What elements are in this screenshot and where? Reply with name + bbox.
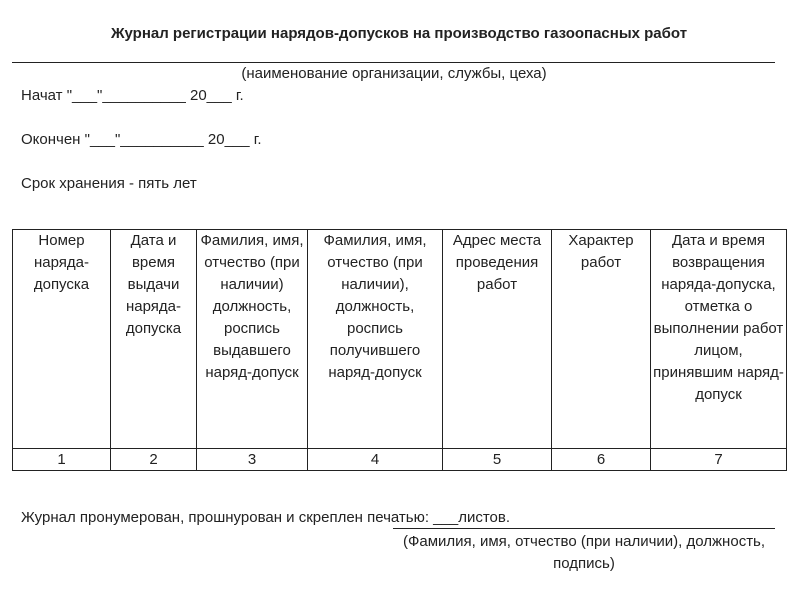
footer-sealed-statement: Журнал пронумерован, прошнурован и скреплен печатью: ___листов.: [21, 509, 511, 526]
header-cell-return-date: Дата и время возвращения наряда-допуска, отметка о выполнении работ лицом, принявшим наряд-допуск: [651, 230, 787, 449]
organization-line: [12, 62, 775, 63]
column-number: 5: [443, 449, 552, 471]
table-header-row: [13, 230, 787, 449]
document-title: Журнал регистрации нарядов-допусков на производство газоопасных работ: [110, 25, 688, 42]
column-number: 7: [651, 449, 787, 471]
header-cell-receiver: Фамилия, имя, отчество (при наличии), должность, роспись получившего наряд-допуск: [308, 230, 443, 449]
column-number: 1: [13, 449, 111, 471]
column-number: 2: [111, 449, 197, 471]
retention-period: Срок хранения - пять лет: [21, 175, 197, 192]
header-cell-issue-date: Дата и время выдачи наряда-допуска: [111, 230, 197, 449]
column-number: 3: [197, 449, 308, 471]
ended-date-line: Окончен "___"__________ 20___ г.: [21, 131, 262, 148]
signature-caption: (Фамилия, имя, отчество (при наличии), должность, подпись): [402, 533, 766, 572]
organization-caption: (наименование организации, службы, цеха): [241, 65, 547, 82]
signature-line: [393, 528, 775, 529]
header-cell-address: Адрес места проведения работ: [443, 230, 552, 449]
table-number-row: [13, 449, 787, 471]
column-number: 6: [552, 449, 651, 471]
started-date-line: Начат "___"__________ 20___ г.: [21, 87, 244, 104]
header-cell-issuer: Фамилия, имя, отчество (при наличии) должность, роспись выдавшего наряд-допуск: [197, 230, 308, 449]
column-number: 4: [308, 449, 443, 471]
header-cell-work-type: Характер работ: [552, 230, 651, 449]
header-cell-number: Номер наряда-допуска: [13, 230, 111, 449]
journal-table: [12, 229, 787, 471]
